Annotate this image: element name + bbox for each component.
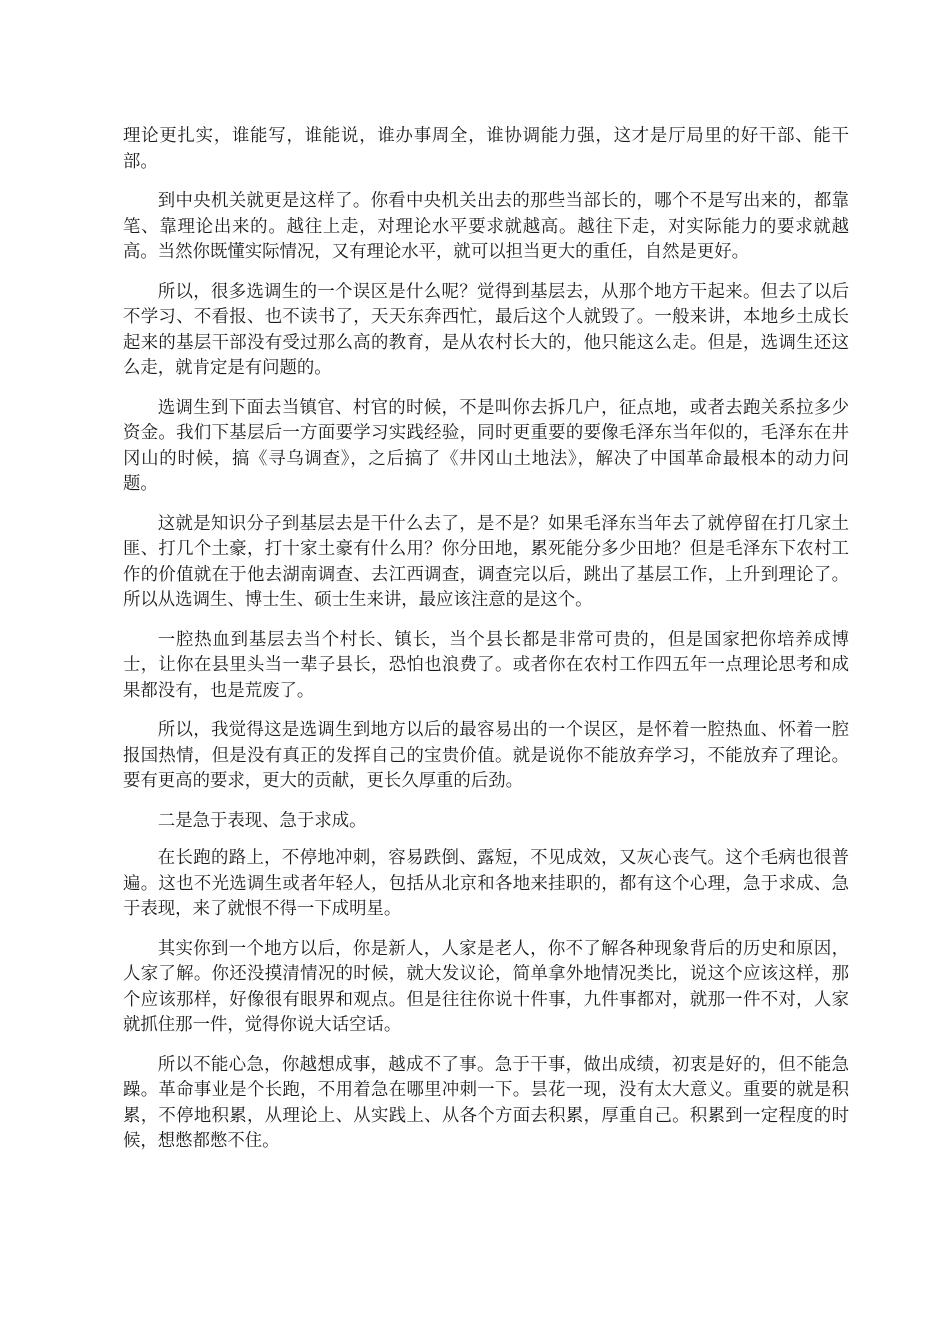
paragraph-10: 其实你到一个地方以后，你是新人，人家是老人，你不了解各种现象背后的历史和原因，人家了解。你还没摸清情况的时候，就大发议论，简单拿外地情况类比，说这个应该这样，那个应该那样，好像很有眼界和观点。但是往往你说十件事，九件事都对，就那一件不对，人家就抓住那一件，觉得你说大话空话。 bbox=[123, 938, 849, 1035]
paragraph-9: 在长跑的路上，不停地冲刺，容易跌倒、露短，不见成效，又灰心丧气。这个毛病也很普遍。这也不光选调生或者年轻人，包括从北京和各地来挂职的，都有这个心理，急于求成、急于表现，来了就恨不得一下成明星。 bbox=[123, 848, 849, 919]
paragraph-11: 所以不能心急，你越想成事，越成不了事。急于干事，做出成绩，初衷是好的，但不能急躁。革命事业是个长跑，不用着急在哪里冲刺一下。昙花一现，没有太大意义。重要的就是积累，不停地积累，从理论上、从实践上、从各个方面去积累，厚重自己。积累到一定程度的时候，想憋都憋不住。 bbox=[123, 1054, 849, 1151]
paragraph-1: 理论更扎实，谁能写，谁能说，谁办事周全，谁协调能力强，这才是厅局里的好干部、能干部。 bbox=[123, 126, 849, 172]
paragraph-2: 到中央机关就更是这样了。你看中央机关出去的那些当部长的，哪个不是写出来的，都靠笔、靠理论出来的。越往上走，对理论水平要求就越高。越往下走，对实际能力的要求就越高。当然你既懂实际情况，又有理论水平，就可以担当更大的重任，自然是更好。 bbox=[123, 191, 849, 262]
paragraph-6: 一腔热血到基层去当个村长、镇长，当个县长都是非常可贵的，但是国家把你培养成博士，让你在县里头当一辈子县长，恐怕也浪费了。或者你在农村工作四五年一点理论思考和成果都没有，也是荒废了。 bbox=[123, 629, 849, 701]
paragraph-3: 所以，很多选调生的一个误区是什么呢？觉得到基层去，从那个地方干起来。但去了以后不学习、不看报、也不读书了，天天东奔西忙，最后这个人就毁了。一般来讲，本地乡土成长起来的基层干部没有受过那么高的教育，是从农村长大的，他只能这么走。但是，选调生还这么走，就肯定是有问题的。 bbox=[123, 281, 849, 378]
section-heading: 二是急于表现、急于求成。 bbox=[157, 810, 367, 831]
document-page bbox=[123, 124, 849, 1169]
paragraph-5: 这就是知识分子到基层去是干什么去了，是不是？如果毛泽东当年去了就停留在打几家土匪、打几个土豪，打十家土豪有什么用？你分田地，累死能分多少田地？但是毛泽东下农村工作的价值就在于他去湖南调查、去江西调查，调查完以后，跳出了基层工作，上升到理论了。所以从选调生、博士生、硕士生来讲，最应该注意的是这个。 bbox=[123, 513, 849, 610]
paragraph-4: 选调生到下面去当镇官、村官的时候，不是叫你去拆几户，征点地，或者去跑关系拉多少资金。我们下基层后一方面要学习实践经验，同时更重要的要像毛泽东当年似的，毛泽东在井冈山的时候，搞《寻乌调查》，之后搞了《井冈山土地法》，解决了中国革命最根本的动力问题。 bbox=[123, 397, 849, 494]
paragraph-7: 所以，我觉得这是选调生到地方以后的最容易出的一个误区，是怀着一腔热血、怀着一腔报国热情，但是没有真正的发挥自己的宝贵价值。就是说你不能放弃学习，不能放弃了理论。要有更高的要求，更大的贡献，更长久厚重的后劲。 bbox=[123, 720, 849, 791]
